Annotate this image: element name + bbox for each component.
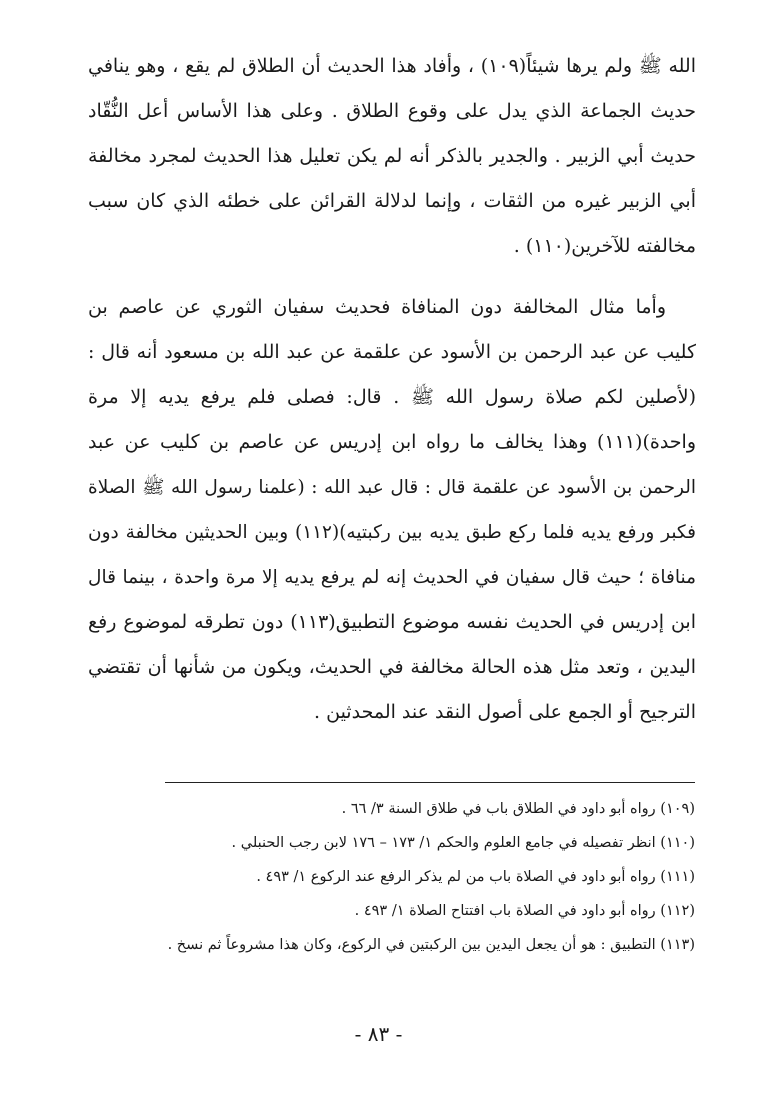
text-line: حديث أبي الزبير . والجدير بالذكر أنه لم يكن تعليل هذا الحديث لمجرد مخالفة	[88, 145, 696, 167]
text-line: ابن إدريس في الحديث نفسه موضوع التطبيق(١١٣) دون تطرقه لموضوع رفع	[88, 611, 696, 633]
footnote-109: (١٠٩) رواه أبو داود في الطلاق باب في طلاق السنة ٣/ ٦٦ .	[341, 801, 695, 817]
footnote-divider	[165, 782, 695, 783]
text-line: واحدة)(١١١) وهذا يخالف ما رواه ابن إدريس عن عاصم بن كليب عن عبد	[88, 431, 696, 453]
text-line: منافاة ؛ حيث قال سفيان في الحديث إنه لم يرفع يديه إلا مرة واحدة ، بينما قال	[88, 567, 696, 588]
text-line: مخالفته للآخرين(١١٠) .	[513, 235, 696, 257]
footnotes	[85, 792, 695, 962]
text-line: (لأصلين لكم صلاة رسول الله ﷺ . قال: فصلى فلم يرفع يديه إلا مرة	[88, 386, 696, 408]
text-line: حديث الجماعة الذي يدل على وقوع الطلاق . وعلى هذا الأساس أعل النُّقّاد	[88, 100, 696, 122]
paragraph-2	[88, 285, 696, 735]
text-line: الترجيح أو الجمع على أصول النقد عند المحدثين .	[314, 701, 696, 723]
main-text	[88, 44, 696, 735]
text-line: الرحمن بن الأسود عن علقمة قال : قال عبد الله : (علمنا رسول الله ﷺ الصلاة	[88, 477, 696, 498]
text-line: كليب عن عبد الرحمن بن الأسود عن علقمة عن عبد الله بن مسعود أنه قال :	[88, 341, 696, 363]
text-line: فكبر ورفع يديه فلما ركع طبق يديه بين ركبتيه)(١١٢) وبين الحديثين مخالفة دون	[88, 522, 696, 543]
text-line: أبي الزبير غيره من الثقات ، وإنما لدلالة القرائن على خطئه الذي كان سبب	[88, 190, 696, 212]
footnote-111: (١١١) رواه أبو داود في الصلاة باب من لم يذكر الرفع عند الركوع ١/ ٤٩٣ .	[256, 869, 695, 885]
text-line: الله ﷺ ولم يرها شيئاً(١٠٩) ، وأفاد هذا الحديث أن الطلاق لم يقع ، وهو ينافي	[88, 55, 696, 77]
footnote-110: (١١٠) انظر تفصيله في جامع العلوم والحكم ١/ ١٧٣ – ١٧٦ لابن رجب الحنبلي .	[231, 835, 695, 851]
text-line: اليدين ، وتعد مثل هذه الحالة مخالفة في الحديث، ويكون من شأنها أن تقتضي	[88, 656, 696, 678]
paragraph-1	[88, 44, 696, 269]
footnote-112: (١١٢) رواه أبو داود في الصلاة باب افتتاح الصلاة ١/ ٤٩٣ .	[354, 903, 695, 919]
text-line: وأما مثال المخالفة دون المنافاة فحديث سفيان الثوري عن عاصم بن	[88, 296, 666, 318]
footnote-113: (١١٣) التطبيق : هو أن يجعل اليدين بين الركبتين في الركوع، وكان هذا مشروعاً ثم نسخ .	[167, 937, 695, 953]
page-number: - ٨٣ -	[354, 1022, 403, 1046]
